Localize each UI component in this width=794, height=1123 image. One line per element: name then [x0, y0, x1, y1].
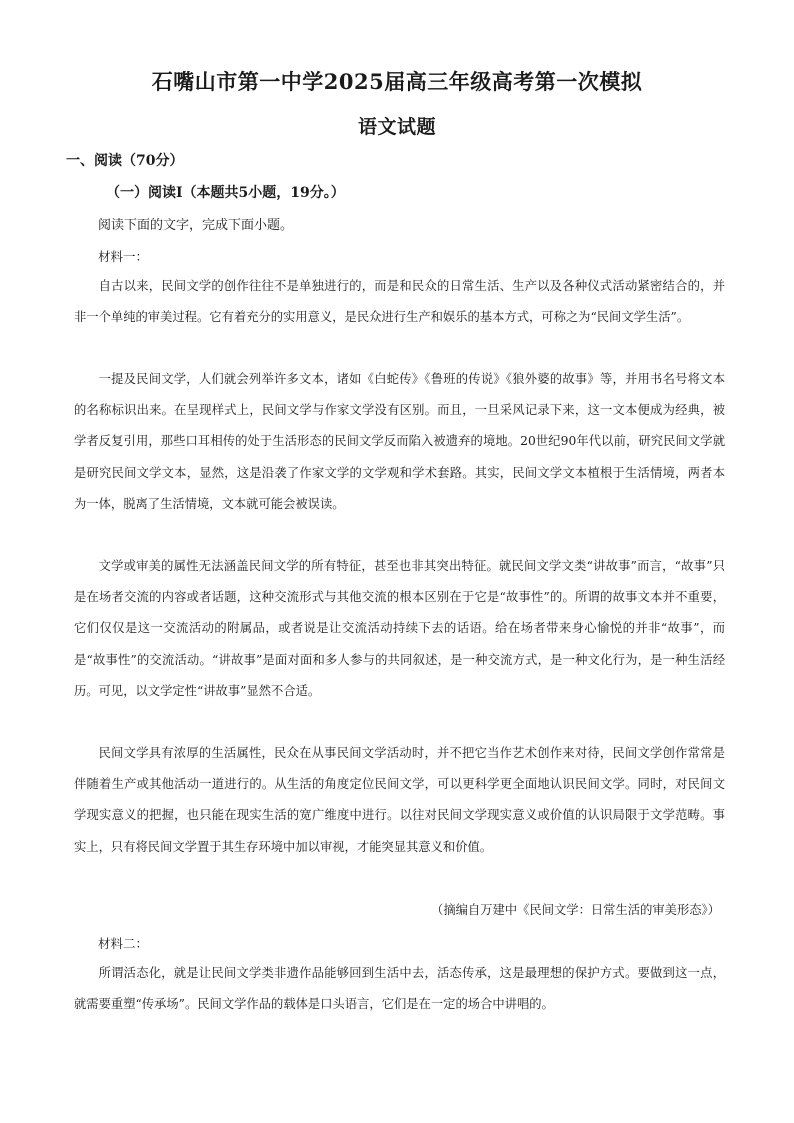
material1-source: （摘编自万建中《民间文学：日常生活的审美形态》）: [431, 903, 720, 917]
exam-subtitle: 语文试题: [357, 116, 436, 138]
material1-label: 材料一：: [98, 249, 149, 264]
material1-paragraph: 文学或审美的属性无法涵盖民间文学的所有特征，甚至也非其突出特征。就民间文学文类“讲故事”而言，“故事”只是在场者交流的内容或者话题，这种交流形式与其他交流的根本区别在于它是“故事性”的。所谓的故事文本并不重要，它们仅仅是这一交流活动的附属品，或者说是让交流活动持续下去的话语。给在场者带来身心愉悦的并非“故事”，而是“故事性”的交流活动。“讲故事”是面对面和多人参与的共同叙述，是一种交流方式，是一种文化行为，是一种生活经历。可见，以文学定性“讲故事”显然不合适。: [74, 559, 725, 698]
material1-paragraph: 一提及民间文学，人们就会列举许多文本，诸如《白蛇传》《鲁班的传说》《狼外婆的故事》等，并用书名号将文本的名称标识出来。在呈现样式上，民间文学与作家文学没有区别。而且，一旦采风记录下来，这一文本便成为经典，被学者反复引用，那些口耳相传的处于生活形态的民间文学反而陷入被遗弃的境地。20世纪90年代以前，研究民间文学就是研究民间文学文本，显然，这是沿袭了作家文学的文学观和学术套路。其实，民间文学文本植根于生活情境，两者本为一体，脱离了生活情境，文本就可能会被误读。: [74, 372, 725, 511]
section-heading: 一、阅读（70分）: [66, 153, 184, 169]
material1-paragraph: 民间文学具有浓厚的生活属性，民众在从事民间文学活动时，并不把它当作艺术创作来对待，民间文学创作常常是伴随着生产或其他活动一道进行的。从生活的角度定位民间文学，可以更科学更全面地认识民间文学。同时，对民间文学现实意义的把握，也只能在现实生活的宽广维度中进行。以往对民间文学现实意义或价值的认识局限于文学范畴。事实上，只有将民间文学置于其生存环境中加以审视，才能突显其意义和价值。: [74, 746, 725, 854]
instruction-text: 阅读下面的文字，完成下面小题。: [98, 218, 294, 233]
material2-paragraph: 所谓活态化，就是让民间文学类非遗作品能够回到生活中去，活态传承，这是最理想的保护方式。要做到这一点，就需要重塑“传承场”。民间文学作品的载体是口头语言，它们是在一定的场合中讲唱的。: [74, 966, 725, 1012]
subsection-heading: （一）阅读Ⅰ（本题共5小题，19分。）: [106, 185, 345, 201]
material2-label: 材料二：: [98, 936, 149, 951]
exam-title: 石嘴山市第一中学2025届高三年级高考第一次模拟: [151, 69, 643, 94]
material1-paragraph: 自古以来，民间文学的创作往往不是单独进行的，而是和民众的日常生活、生产以及各种仪式活动紧密结合的，并非一个单纯的审美过程。它有着充分的实用意义，是民众进行生产和娱乐的基本方式，可称之为“民间文学生活”。: [74, 279, 725, 325]
